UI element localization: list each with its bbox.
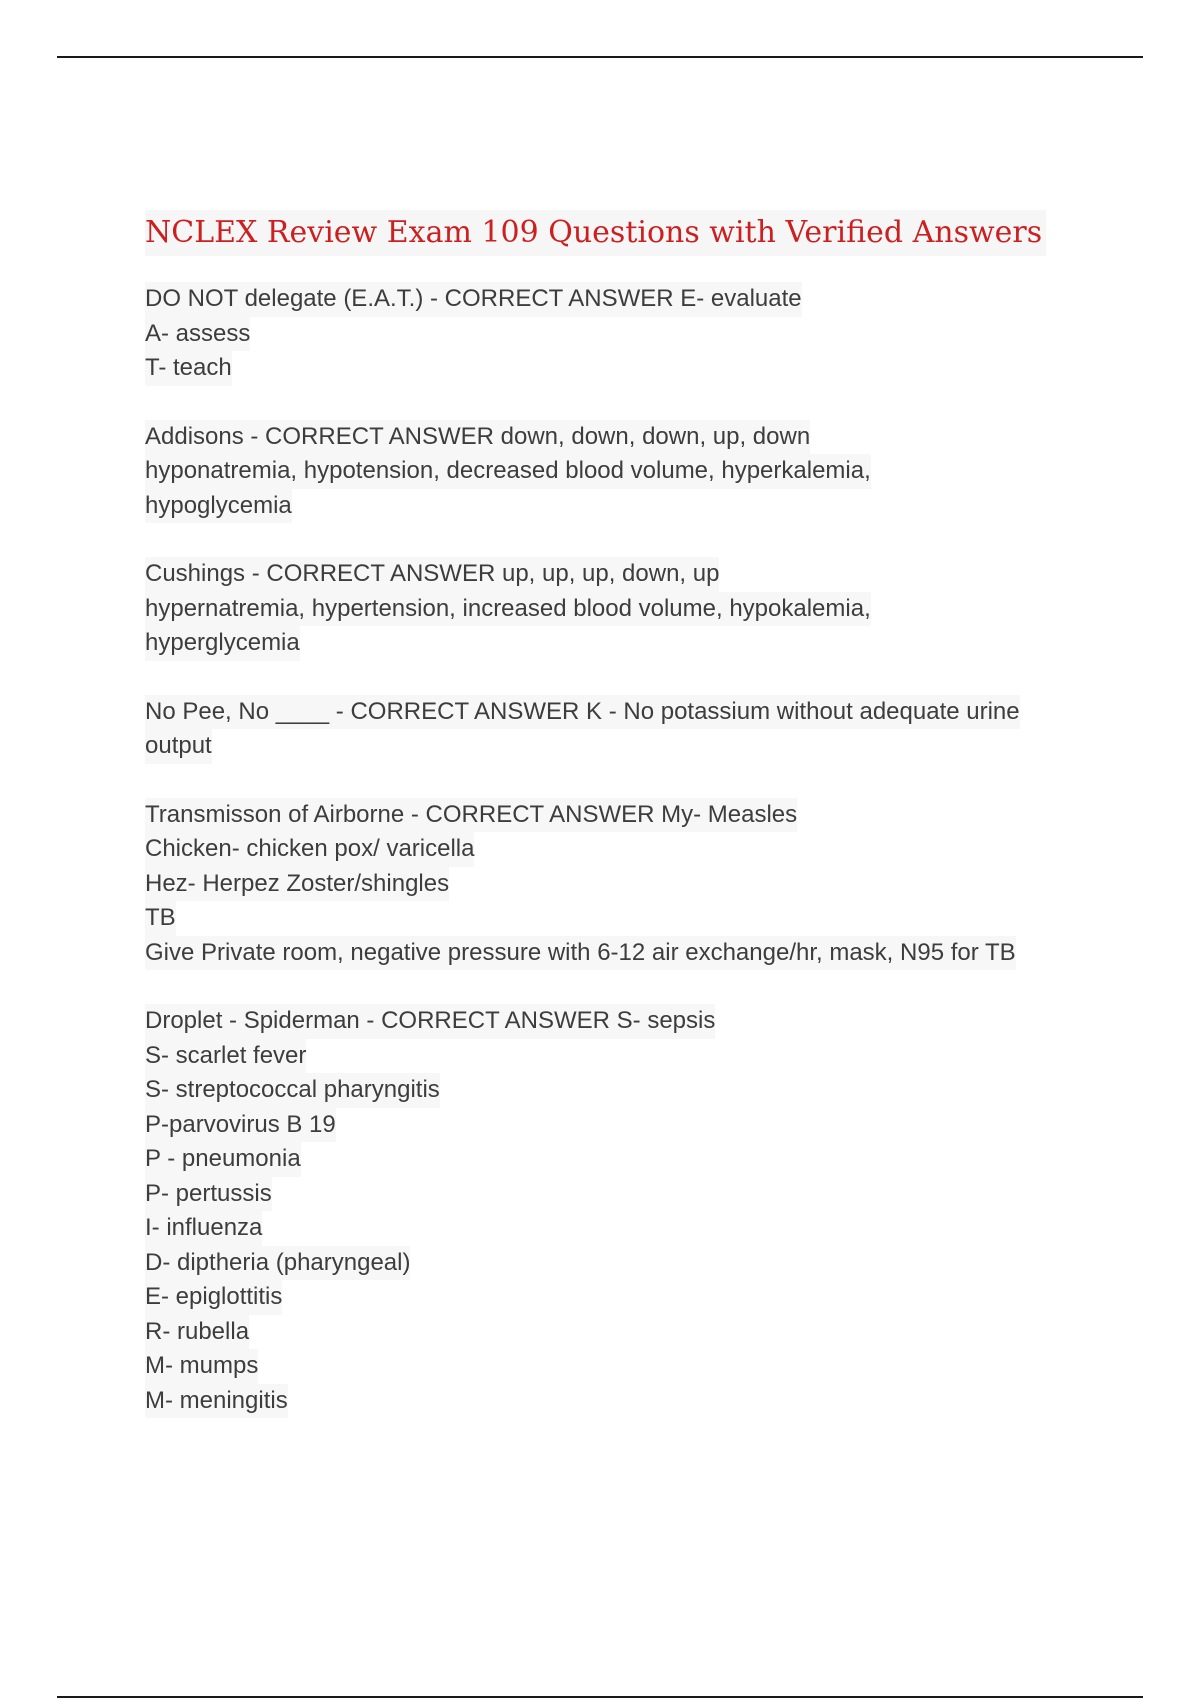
- qa-line: P - pneumonia: [145, 1142, 301, 1177]
- qa-line: E- epiglottitis: [145, 1280, 282, 1315]
- qa-line: TB: [145, 901, 176, 936]
- qa-line: hypoglycemia: [145, 489, 292, 524]
- qa-line: hypernatremia, hypertension, increased blood volume, hypokalemia,: [145, 592, 871, 627]
- qa-line: P-parvovirus B 19: [145, 1108, 336, 1143]
- qa-entry-cushings: [145, 557, 1105, 661]
- qa-line: P- pertussis: [145, 1177, 272, 1212]
- qa-line: I- influenza: [145, 1211, 262, 1246]
- qa-entry-airborne: [145, 798, 1105, 971]
- qa-line: Transmisson of Airborne - CORRECT ANSWER My- Measles: [145, 798, 797, 833]
- qa-line: A- assess: [145, 317, 250, 352]
- qa-line: R- rubella: [145, 1315, 249, 1350]
- qa-line: S- streptococcal pharyngitis: [145, 1073, 440, 1108]
- qa-line: hyponatremia, hypotension, decreased blood volume, hyperkalemia,: [145, 454, 871, 489]
- qa-line: T- teach: [145, 351, 232, 386]
- qa-line: Hez- Herpez Zoster/shingles: [145, 867, 449, 902]
- qa-line: S- scarlet fever: [145, 1039, 306, 1074]
- qa-line: Droplet - Spiderman - CORRECT ANSWER S- sepsis: [145, 1004, 715, 1039]
- qa-line: M- meningitis: [145, 1384, 288, 1419]
- qa-line: output: [145, 729, 212, 764]
- document-title: NCLEX Review Exam 109 Questions with Verified Answers: [145, 210, 1046, 256]
- qa-line: D- diptheria (pharyngeal): [145, 1246, 410, 1281]
- qa-entry-delegate: [145, 282, 1105, 386]
- qa-line: Chicken- chicken pox/ varicella: [145, 832, 474, 867]
- qa-line: Give Private room, negative pressure with 6-12 air exchange/hr, mask, N95 for TB: [145, 936, 1016, 971]
- qa-line: No Pee, No ____ - CORRECT ANSWER K - No potassium without adequate urine: [145, 695, 1020, 730]
- qa-entry-no-pee: [145, 695, 1105, 764]
- qa-line: hyperglycemia: [145, 626, 300, 661]
- qa-entry-droplet: [145, 1004, 1105, 1418]
- qa-line: Cushings - CORRECT ANSWER up, up, up, down, up: [145, 557, 719, 592]
- qa-entry-addisons: [145, 420, 1105, 524]
- header-rule: [57, 56, 1143, 58]
- document-body: [145, 210, 1105, 1452]
- qa-line: M- mumps: [145, 1349, 258, 1384]
- footer-rule: [57, 1696, 1143, 1698]
- qa-line: Addisons - CORRECT ANSWER down, down, down, up, down: [145, 420, 810, 455]
- qa-line: DO NOT delegate (E.A.T.) - CORRECT ANSWER E- evaluate: [145, 282, 802, 317]
